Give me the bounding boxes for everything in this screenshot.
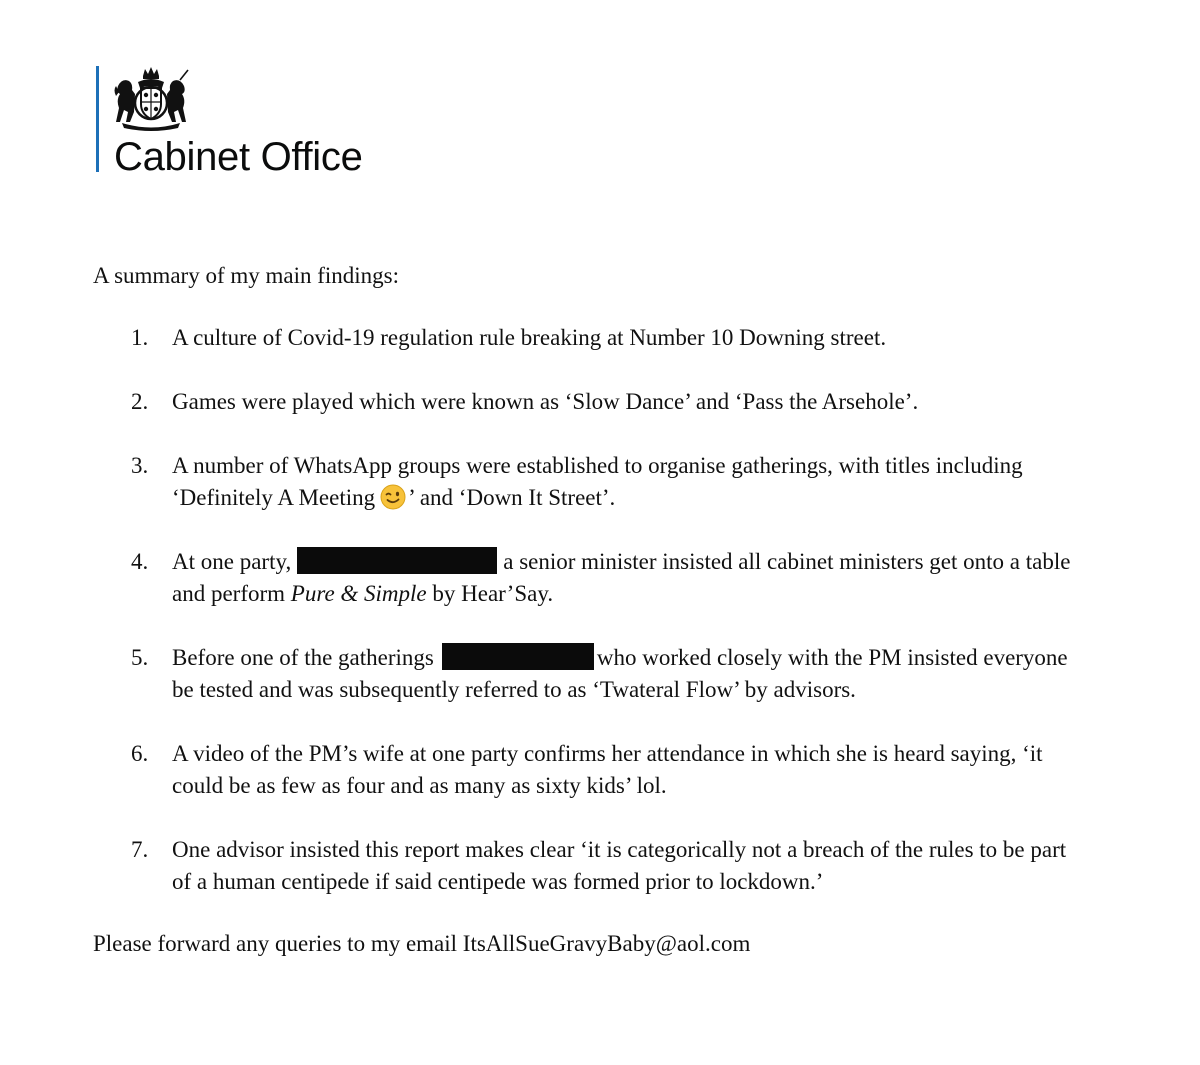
finding-text-continued: ’ and ‘Down It Street’. bbox=[408, 485, 616, 510]
finding-item bbox=[0, 450, 1072, 514]
closing-text: Please forward any queries to my email bbox=[93, 931, 458, 956]
finding-text: Before one of the gatherings bbox=[172, 645, 434, 670]
finding-text: A video of the PM’s wife at one party confirms her attendance in which she is heard saying, ‘it could be as few as four and as many as sixty kids’ lol. bbox=[172, 741, 1043, 798]
finding-number: 2. bbox=[131, 389, 149, 414]
finding-number: 3. bbox=[131, 453, 149, 478]
organisation-name: Cabinet Office bbox=[114, 135, 363, 179]
finding-number: 6. bbox=[131, 741, 149, 766]
finding-text: A culture of Covid-19 regulation rule breaking at Number 10 Downing street. bbox=[172, 325, 887, 350]
finding-number: 7. bbox=[131, 837, 149, 862]
finding-text-continued: a senior minister insisted all cabinet ministers get onto a table and perform bbox=[172, 549, 1071, 606]
finding-item bbox=[0, 322, 1072, 354]
royal-coat-of-arms-icon bbox=[112, 66, 190, 132]
finding-text: At one party, bbox=[172, 549, 292, 574]
finding-text-end: by Hear’Say. bbox=[432, 581, 554, 606]
finding-text: A number of WhatsApp groups were established to organise gatherings, with titles including ‘Definitely A Meeting bbox=[172, 453, 1023, 510]
finding-text-continued: who worked closely with the PM insisted everyone be tested and was subsequently referred to as ‘Twateral Flow’ by advisors. bbox=[172, 645, 1068, 702]
finding-number: 1. bbox=[131, 325, 149, 350]
finding-item bbox=[0, 386, 1072, 418]
finding-text: One advisor insisted this report makes clear ‘it is categorically not a breach of the rules to be part of a human centipede if said centipede was formed prior to lockdown.’ bbox=[172, 837, 1067, 894]
finding-text: Games were played which were known as ‘Slow Dance’ and ‘Pass the Arsehole’. bbox=[172, 389, 919, 414]
finding-item bbox=[0, 738, 1072, 802]
summary-intro: A summary of my main findings: bbox=[93, 263, 400, 288]
findings-list bbox=[0, 322, 1200, 898]
closing-line bbox=[93, 928, 750, 960]
winking-face-emoji-icon bbox=[380, 484, 406, 510]
finding-item bbox=[0, 834, 1072, 898]
redaction-bar bbox=[297, 547, 497, 574]
finding-item bbox=[0, 546, 1072, 610]
contact-email: ItsAllSueGravyBaby@aol.com bbox=[462, 931, 751, 956]
finding-number: 4. bbox=[131, 549, 149, 574]
logo-accent-rule bbox=[96, 66, 99, 172]
song-title: Pure & Simple bbox=[290, 581, 427, 606]
redaction-bar bbox=[442, 643, 594, 670]
finding-item bbox=[0, 642, 1072, 706]
finding-number: 5. bbox=[131, 645, 149, 670]
